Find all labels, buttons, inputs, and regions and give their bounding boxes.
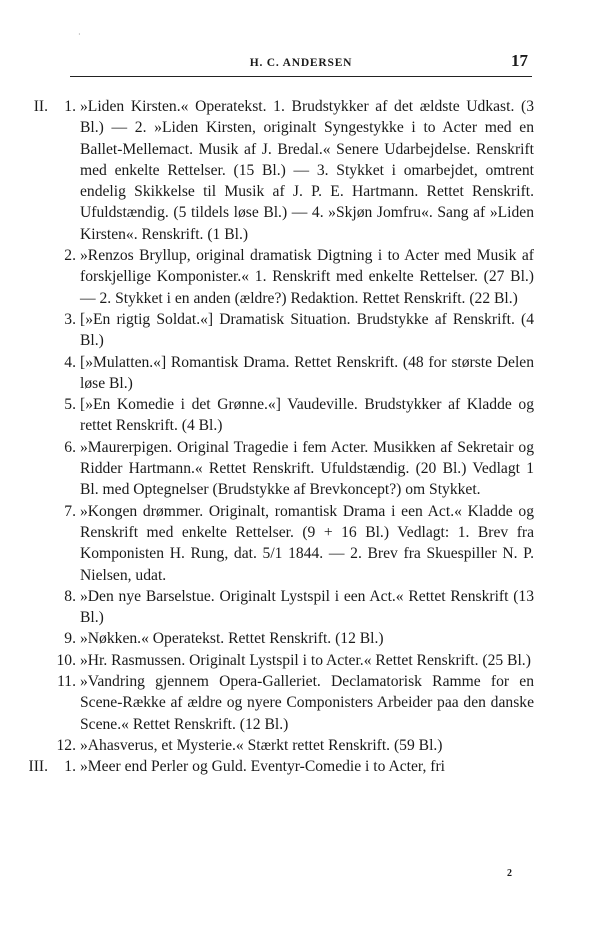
signature-mark: 2 <box>507 868 512 879</box>
entry-text: »Renzos Bryllup, original dramatisk Digtning i to Acter med Musik af forskjellige Komponister.« 1. Renskrift med enkelte Rettelser. (27 Bl.) — 2. Stykket i en anden (ældre?) Redaktion. Rettet Renskrift. (22 Bl.) <box>80 247 534 307</box>
entry-text: »Maurerpigen. Original Tragedie i fem Acter. Musikken af Sekretair og Ridder Hartmann.« Rettet Renskrift. Ufuldstændig. (20 Bl.) Vedlagt 1 Bl. med Optegnelser (Brudstykke af Brevkoncept?) om Stykket. <box>80 438 534 499</box>
catalog-entry <box>22 437 534 501</box>
entry-text: »Nøkken.« Operatekst. Rettet Renskrift. (12 Bl.) <box>80 630 384 648</box>
catalog-body <box>22 96 534 778</box>
catalog-entry <box>22 671 534 735</box>
catalog-entry <box>22 352 534 395</box>
entry-text: »Vandring gjennem Opera-Galleriet. Declamatorisk Ramme for en Scene-Række af ældre og nyere Componisters Arbeider paa den danske Scene.« Rettet Renskrift. (12 Bl.) <box>80 673 534 733</box>
entry-text: »Meer end Perler og Guld. Eventyr-Comedie i to Acter, fri <box>80 758 445 776</box>
entry-text: »Ahasverus, et Mysterie.« Stærkt rettet Renskrift. (59 Bl.) <box>80 736 443 754</box>
catalog-entry <box>22 309 534 352</box>
entry-number: 5. <box>64 396 76 414</box>
entry-text: [»Mulatten.«] Romantisk Drama. Rettet Renskrift. (48 for største Delen løse Bl.) <box>80 353 534 392</box>
entry-text: [»En Komedie i det Grønne.«] Vaudeville. Brudstykker af Kladde og rettet Renskrift. (4 Bl.) <box>80 396 534 435</box>
entry-number: 2. <box>64 247 76 265</box>
entry-section: II. <box>33 98 48 115</box>
catalog-entry <box>22 96 534 245</box>
page-speck: · <box>78 30 81 39</box>
catalog-entry <box>22 650 534 671</box>
entry-text: [»En rigtig Soldat.«] Dramatisk Situation. Brudstykke af Renskrift. (4 Bl.) <box>80 310 534 350</box>
entry-number: 10. <box>56 651 76 669</box>
entry-number: 7. <box>64 502 76 520</box>
catalog-entry <box>22 394 534 437</box>
header-rule <box>70 76 532 77</box>
entry-text: »Den nye Barselstue. Originalt Lystspil i een Act.« Rettet Renskrift (13 Bl.) <box>80 587 534 627</box>
page-number: 17 <box>511 51 528 70</box>
entry-number: 1. <box>64 98 76 115</box>
entry-number: 12. <box>56 736 76 754</box>
catalog-entry <box>22 756 534 777</box>
entry-number: 9. <box>64 630 76 648</box>
entry-number: 3. <box>64 310 76 328</box>
catalog-entry <box>22 245 534 309</box>
entry-number: 6. <box>64 438 76 456</box>
entry-number: 8. <box>64 587 76 605</box>
entry-text: »Hr. Rasmussen. Originalt Lystspil i to Acter.« Rettet Renskrift. (25 Bl.) <box>80 651 531 669</box>
entry-section: III. <box>28 758 48 776</box>
entry-number: 11. <box>57 673 76 691</box>
entry-text: »Liden Kirsten.« Operatekst. 1. Brudstykker af det ældste Udkast. (3 Bl.) — 2. »Liden Kirsten, originalt Syngestykke i to Acter med en Ballet-Mellemact. Musik af J. Bredal.« Senere Udarbejdelse. Renskrift med enkelte Rettelser. (15 Bl.) — 3. Stykket i omarbejdet, omtrent endelig Skikkelse til Musik af J. P. E. Hartmann. Rettet Renskrift. Ufuldstændig. (5 tildels løse Bl.) — 4. »Skjøn Jomfru«. Sang af »Liden Kirsten«. Renskrift. (1 Bl.) <box>80 98 534 243</box>
entry-number: 1. <box>64 758 76 776</box>
header-title: H. C. ANDERSEN <box>249 57 353 69</box>
catalog-entry <box>22 501 534 586</box>
entry-number: 4. <box>64 353 76 371</box>
entry-text: »Kongen drømmer. Originalt, romantisk Drama i een Act.« Kladde og Renskrift med enkelte Rettelser. (9 + 16 Bl.) Vedlagt: 1. Brev fra Komponisten H. Rung, dat. 5/1 1844. — 2. Brev fra Skuespiller N. P. Nielsen, udat. <box>80 502 534 584</box>
catalog-entry <box>22 735 534 756</box>
catalog-entry <box>22 628 534 649</box>
catalog-entry <box>22 586 534 629</box>
running-header <box>70 49 532 71</box>
